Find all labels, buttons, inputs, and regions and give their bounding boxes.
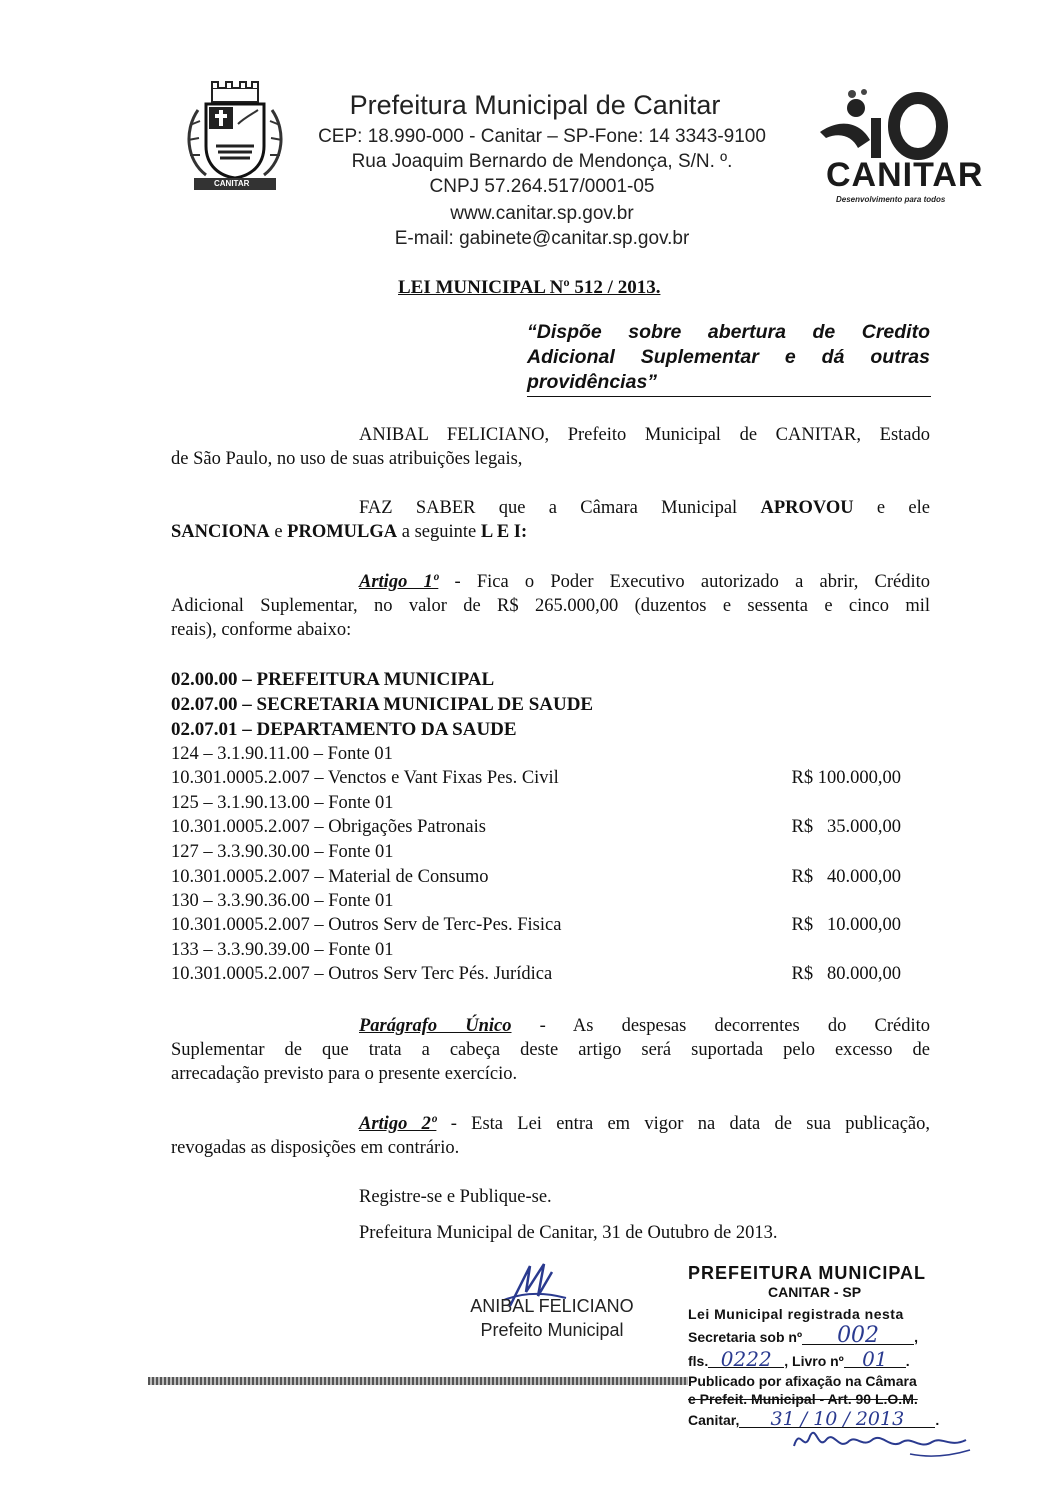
faz-saber-line-1: FAZ SABER que a Câmara Municipal APROVOU e ele xyxy=(359,498,930,518)
aprovou-text: APROVOU xyxy=(760,498,854,518)
artigo-1-label: Artigo 1º xyxy=(359,572,439,592)
paragrafo-line-2: Suplementar de que trata a cabeça deste artigo será suportada pelo excesso de xyxy=(171,1040,930,1060)
municipal-crest xyxy=(176,80,294,198)
paragrafo-unico xyxy=(171,1014,930,1086)
budget-amount: R$ 100.000,00 xyxy=(791,768,901,788)
registry-number: 002 xyxy=(802,1328,914,1345)
book-number: 01 xyxy=(844,1351,906,1368)
budget-heading: 02.07.01 – DEPARTAMENTO DA SAUDE xyxy=(171,719,517,740)
budget-line: 10.301.0005.2.007 – Venctos e Vant Fixas Pes. Civil R$ 100.000,00 xyxy=(171,768,901,788)
registre-publique: Registre-se e Publique-se. xyxy=(359,1187,552,1207)
stamp-line-3: fls. 0222 , Livro nº 01 . xyxy=(688,1347,910,1371)
artigo-1 xyxy=(171,570,930,642)
stamp-line-1: Lei Municipal registrada nesta xyxy=(688,1306,904,1322)
budget-line: 10.301.0005.2.007 – Material de Consumo R$ 40.000,00 xyxy=(171,867,901,887)
canitar-logo xyxy=(800,88,984,208)
budget-heading: 02.00.00 – PREFEITURA MUNICIPAL xyxy=(171,669,495,690)
faz-saber xyxy=(171,496,930,544)
cnpj-line: CNPJ 57.264.517/0001-05 xyxy=(429,176,655,197)
stamp-signature-icon xyxy=(790,1420,980,1460)
stamp-line-5: e Prefeit. Municipal - Art. 90 L.O.M. xyxy=(688,1391,918,1407)
artigo-2-line-2: revogadas as disposições em contrário. xyxy=(171,1138,460,1158)
artigo-2-line-1: Artigo 2º - Esta Lei entra em vigor na data de sua publicação, xyxy=(359,1114,930,1134)
stamp-subtitle: CANITAR - SP xyxy=(768,1284,862,1300)
budget-line: 124 – 3.1.90.11.00 – Fonte 01 xyxy=(171,744,393,764)
place-date: Prefeitura Municipal de Canitar, 31 de Outubro de 2013. xyxy=(359,1223,778,1243)
summary-line-2: Adicional Suplementar e dá outras xyxy=(527,346,930,368)
budget-line: 127 – 3.3.90.30.00 – Fonte 01 xyxy=(171,842,394,862)
summary-line-1: “Dispõe sobre abertura de Credito xyxy=(527,321,930,343)
faz-saber-line-2: SANCIONA e PROMULGA a seguinte L E I: xyxy=(171,522,528,542)
budget-amount: R$ 10.000,00 xyxy=(791,915,901,935)
email-link[interactable]: E-mail: gabinete@canitar.sp.gov.br xyxy=(394,228,690,249)
budget-amount: R$ 35.000,00 xyxy=(791,817,901,837)
address-line: Rua Joaquim Bernardo de Mendonça, S/N. º. xyxy=(351,151,733,172)
stamp-line-2: Secretaria sob nº 002 , xyxy=(688,1323,918,1348)
budget-amount: R$ 40.000,00 xyxy=(791,867,901,887)
budget-line: 10.301.0005.2.007 – Obrigações Patronais R$ 35.000,00 xyxy=(171,817,901,837)
budget-line: 130 – 3.3.90.36.00 – Fonte 01 xyxy=(171,891,394,911)
budget-line: 133 – 3.3.90.39.00 – Fonte 01 xyxy=(171,940,394,960)
signer-name: ANIBAL FELICIANO xyxy=(470,1296,634,1316)
artigo-2-label: Artigo 2º xyxy=(359,1114,437,1134)
preamble-line-2: de São Paulo, no uso de suas atribuições legais, xyxy=(171,449,523,469)
org-name: Prefeitura Municipal de Canitar xyxy=(349,90,721,120)
stamp-line-6: Canitar, 31 / 10 / 2013 . xyxy=(688,1408,940,1430)
paragrafo-line-1: Parágrafo Único - As despesas decorrentes do Crédito xyxy=(359,1016,930,1036)
registry-stamp xyxy=(688,1263,988,1428)
budget-heading: 02.07.00 – SECRETARIA MUNICIPAL DE SAUDE xyxy=(171,694,594,715)
cep-line: CEP: 18.990-000 - Canitar – SP-Fone: 14 3343-9100 xyxy=(318,126,766,147)
law-title: LEI MUNICIPAL Nº 512 / 2013. xyxy=(398,277,661,298)
summary-underline xyxy=(527,396,931,397)
folio-number: 0222 xyxy=(708,1351,784,1368)
law-summary xyxy=(527,320,930,395)
logo-tagline: Desenvolvimento para todos xyxy=(836,195,946,204)
artigo-1-line-1: Artigo 1º - Fica o Poder Executivo autorizado a abrir, Crédito xyxy=(359,572,930,592)
budget-line: 125 – 3.1.90.13.00 – Fonte 01 xyxy=(171,793,394,813)
preamble-line-1: ANIBAL FELICIANO, Prefeito Municipal de CANITAR, Estado xyxy=(359,425,930,445)
stamp-signature xyxy=(790,1420,980,1460)
artigo-1-line-3: reais), conforme abaixo: xyxy=(171,620,352,640)
summary-line-3: providências” xyxy=(527,371,658,393)
logo-word: CANITAR xyxy=(826,156,984,194)
stamp-line-4: Publicado por afixação na Câmara xyxy=(688,1373,917,1389)
signer-role: Prefeito Municipal xyxy=(480,1320,624,1340)
publication-date: 31 / 10 / 2013 xyxy=(739,1411,935,1428)
budget-amount: R$ 80.000,00 xyxy=(791,964,901,984)
preamble xyxy=(171,423,930,471)
paragrafo-line-3: arrecadação previsto para o presente exercício. xyxy=(171,1064,518,1084)
budget-line: 10.301.0005.2.007 – Outros Serv Terc Pés. Jurídica R$ 80.000,00 xyxy=(171,964,901,984)
artigo-2 xyxy=(171,1112,930,1160)
paragrafo-label: Parágrafo Único xyxy=(359,1016,512,1036)
artigo-1-line-2: Adicional Suplementar, no valor de R$ 265.000,00 (duzentos e sessenta e cinco mil xyxy=(171,596,930,616)
budget-line: 10.301.0005.2.007 – Outros Serv de Terc-Pes. Fisica R$ 10.000,00 xyxy=(171,915,901,935)
crest-label: CANITAR xyxy=(214,179,250,188)
stamp-title: PREFEITURA MUNICIPAL xyxy=(688,1263,926,1283)
website-link[interactable]: www.canitar.sp.gov.br xyxy=(450,203,634,224)
footer-rule xyxy=(148,1377,688,1385)
